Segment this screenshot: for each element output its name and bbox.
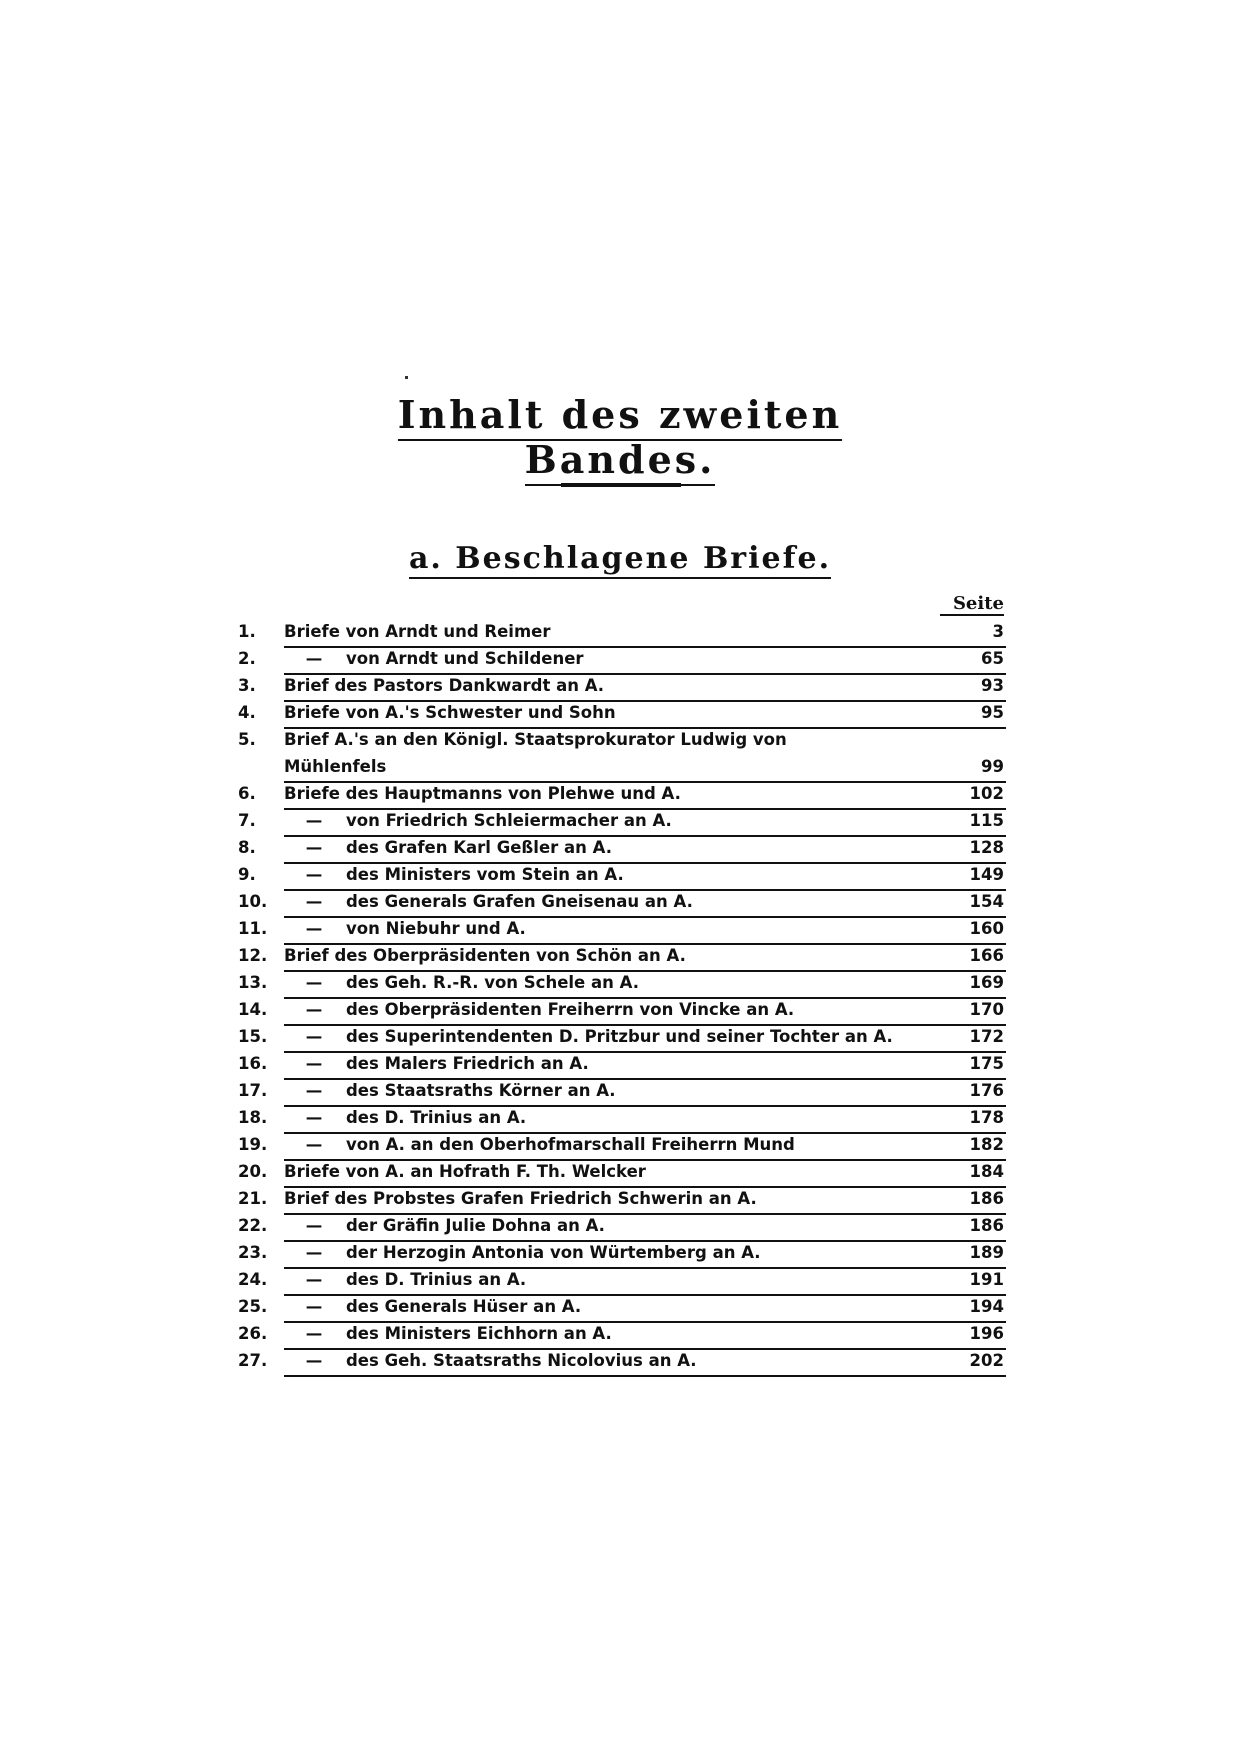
- toc-entry-number: 3.: [238, 676, 256, 695]
- toc-entry-page: 189: [969, 1243, 1004, 1262]
- toc-entry-page: 95: [981, 703, 1004, 722]
- toc-entry-line: [284, 1348, 1006, 1377]
- toc-entry-page: 3: [992, 622, 1004, 641]
- toc-entry-line: [284, 1105, 1006, 1134]
- ditto-dash: —: [305, 1135, 323, 1154]
- toc-entry-number: 14.: [238, 1000, 268, 1019]
- ditto-dash: —: [305, 649, 323, 668]
- toc-entry-text: des Superintendenten D. Pritzbur und seiner Tochter an A.: [346, 1027, 893, 1046]
- toc-entry: [238, 1321, 1006, 1348]
- toc-entry: [238, 1294, 1006, 1321]
- toc-entry-title: [284, 1054, 1006, 1073]
- toc-entry-page: 166: [969, 946, 1004, 965]
- toc-entry-page: 186: [969, 1216, 1004, 1235]
- toc-entry-title: [284, 1216, 1006, 1235]
- toc-entry-page: 186: [969, 1189, 1004, 1208]
- toc-entry-title: [284, 946, 1006, 965]
- toc-entry-number: 20.: [238, 1162, 268, 1181]
- toc-entry-line: [284, 1267, 1006, 1296]
- toc-entry-title: [284, 1270, 1006, 1289]
- toc-entry-text: der Gräfin Julie Dohna an A.: [346, 1216, 605, 1235]
- page-title: [300, 392, 940, 482]
- toc-entry-page: 99: [981, 757, 1004, 776]
- toc-entry: [238, 943, 1006, 970]
- toc-entry-line: [284, 808, 1006, 837]
- toc-entry-number: 9.: [238, 865, 256, 884]
- ditto-dash: —: [305, 1054, 323, 1073]
- toc-entry-text: des Grafen Karl Geßler an A.: [346, 838, 612, 857]
- toc-entry-number: 19.: [238, 1135, 268, 1154]
- toc-entry: [238, 1132, 1006, 1159]
- toc-entry-line: [284, 1051, 1006, 1080]
- toc-entry-title: [284, 784, 1006, 803]
- toc-entry-line: [284, 916, 1006, 945]
- toc-entry: [238, 808, 1006, 835]
- toc-entry-line: [284, 970, 1006, 999]
- toc-entry-text: des Generals Hüser an A.: [346, 1297, 582, 1316]
- ditto-dash: —: [305, 1351, 323, 1370]
- ditto-dash: —: [305, 1027, 323, 1046]
- toc-entry-text: des Ministers vom Stein an A.: [346, 865, 624, 884]
- toc-entry-title: [284, 1027, 1006, 1046]
- ditto-dash: —: [305, 1324, 323, 1343]
- toc-entry-page: 191: [969, 1270, 1004, 1289]
- toc-entry-page: 128: [969, 838, 1004, 857]
- toc-entry-page: 196: [969, 1324, 1004, 1343]
- toc-entry-page: 202: [969, 1351, 1004, 1370]
- toc-entry-page: 176: [969, 1081, 1004, 1100]
- toc-entry: [238, 619, 1006, 646]
- toc-entry-title: [284, 676, 1006, 695]
- toc-entry-text: Brief des Probstes Grafen Friedrich Schwerin an A.: [284, 1189, 757, 1208]
- toc-entry-number: 25.: [238, 1297, 268, 1316]
- toc-entry-title: [284, 838, 1006, 857]
- toc-entry-line: [284, 619, 1006, 648]
- toc-entry-number: 10.: [238, 892, 268, 911]
- ditto-dash: —: [305, 1081, 323, 1100]
- toc-entry-page: 160: [969, 919, 1004, 938]
- toc-entry-title: [284, 811, 1006, 830]
- toc-entry-text: Brief des Oberpräsidenten von Schön an A.: [284, 946, 686, 965]
- toc-entry-page: 154: [969, 892, 1004, 911]
- toc-entry: [238, 1105, 1006, 1132]
- toc-entry-page: 184: [969, 1162, 1004, 1181]
- ditto-dash: —: [305, 1270, 323, 1289]
- toc-entry-title: [284, 1000, 1006, 1019]
- toc-entry-line: [284, 1240, 1006, 1269]
- toc-entry-title: [284, 1243, 1006, 1262]
- toc-entry-page: 170: [969, 1000, 1004, 1019]
- toc-entry: [238, 1213, 1006, 1240]
- toc-entry-number: 13.: [238, 973, 268, 992]
- page-column-header: Seite: [940, 593, 1004, 616]
- toc-entry-text: des Ministers Eichhorn an A.: [346, 1324, 612, 1343]
- toc-entry: [238, 781, 1006, 808]
- toc-entry-line: [284, 889, 1006, 918]
- toc-entry-title: [284, 1108, 1006, 1127]
- ditto-dash: —: [305, 865, 323, 884]
- toc-entry-number: 22.: [238, 1216, 268, 1235]
- toc-entry-page: 175: [969, 1054, 1004, 1073]
- toc-entry-line: [284, 781, 1006, 810]
- toc-entry: [238, 1186, 1006, 1213]
- table-of-contents: [238, 619, 1006, 1375]
- toc-entry-title: [284, 865, 1006, 884]
- toc-entry-text: Brief des Pastors Dankwardt an A.: [284, 676, 605, 695]
- toc-entry-text: des D. Trinius an A.: [346, 1108, 527, 1127]
- toc-entry-text: Brief A.'s an den Königl. Staatsprokurator Ludwig von: [284, 730, 787, 749]
- toc-entry: [238, 1024, 1006, 1051]
- toc-entry: [238, 646, 1006, 673]
- toc-entry-page: 172: [969, 1027, 1004, 1046]
- toc-entry-text: des Generals Grafen Gneisenau an A.: [346, 892, 693, 911]
- toc-entry-line: [284, 1321, 1006, 1350]
- toc-entry: [238, 862, 1006, 889]
- title-rule: [561, 483, 681, 487]
- page-title-text: Inhalt des zweiten Bandes.: [398, 392, 843, 486]
- toc-entry-text: Briefe von A. an Hofrath F. Th. Welcker: [284, 1162, 646, 1181]
- toc-entry-text: von Niebuhr und A.: [346, 919, 526, 938]
- toc-entry-title: [284, 1324, 1006, 1343]
- toc-entry-line: [284, 673, 1006, 702]
- toc-entry-line: [284, 1159, 1006, 1188]
- toc-entry: [238, 1159, 1006, 1186]
- toc-entry-number: 16.: [238, 1054, 268, 1073]
- toc-entry-line: [284, 1186, 1006, 1215]
- section-heading: [300, 541, 940, 576]
- toc-entry-line: [284, 835, 1006, 864]
- toc-entry-text: Briefe von Arndt und Reimer: [284, 622, 551, 641]
- toc-entry-page: 65: [981, 649, 1004, 668]
- toc-entry-number: 11.: [238, 919, 268, 938]
- toc-entry: [238, 997, 1006, 1024]
- toc-entry-number: 6.: [238, 784, 256, 803]
- toc-entry-number: 7.: [238, 811, 256, 830]
- toc-entry-page: 178: [969, 1108, 1004, 1127]
- toc-entry-page: 115: [969, 811, 1004, 830]
- toc-entry-number: 26.: [238, 1324, 268, 1343]
- toc-entry: [238, 1240, 1006, 1267]
- section-heading-text: a. Beschlagene Briefe.: [409, 541, 831, 579]
- toc-entry-title: [284, 703, 1006, 722]
- toc-entry-title: [284, 973, 1006, 992]
- toc-entry-number: 27.: [238, 1351, 268, 1370]
- toc-entry-page: 93: [981, 676, 1004, 695]
- toc-entry-number: 2.: [238, 649, 256, 668]
- ink-dot: [405, 376, 408, 379]
- toc-entry-line: [284, 862, 1006, 891]
- toc-entry-number: 12.: [238, 946, 268, 965]
- toc-entry-number: 24.: [238, 1270, 268, 1289]
- toc-entry-page: 102: [969, 784, 1004, 803]
- toc-entry: [238, 1051, 1006, 1078]
- toc-entry: [238, 1078, 1006, 1105]
- toc-entry-text: des Staatsraths Körner an A.: [346, 1081, 616, 1100]
- toc-entry-line: [284, 646, 1006, 675]
- ditto-dash: —: [305, 1216, 323, 1235]
- toc-entry-title: [284, 622, 1006, 641]
- toc-entry: [238, 727, 1006, 781]
- toc-entry-number: 1.: [238, 622, 256, 641]
- toc-entry-number: 21.: [238, 1189, 268, 1208]
- toc-entry-text: des Geh. R.-R. von Schele an A.: [346, 973, 639, 992]
- toc-entry-text: Briefe des Hauptmanns von Plehwe und A.: [284, 784, 681, 803]
- toc-entry-title: [284, 1162, 1006, 1181]
- toc-entry-number: 18.: [238, 1108, 268, 1127]
- toc-entry-number: 8.: [238, 838, 256, 857]
- toc-entry-number: 15.: [238, 1027, 268, 1046]
- ditto-dash: —: [305, 973, 323, 992]
- toc-entry-text: der Herzogin Antonia von Würtemberg an A.: [346, 1243, 761, 1262]
- toc-entry-number: 4.: [238, 703, 256, 722]
- toc-entry-number: 17.: [238, 1081, 268, 1100]
- toc-entry-line: [284, 727, 1006, 783]
- ditto-dash: —: [305, 1297, 323, 1316]
- toc-entry-title: [284, 919, 1006, 938]
- ditto-dash: —: [305, 1243, 323, 1262]
- toc-entry-text-continued: Mühlenfels: [284, 757, 387, 776]
- toc-entry-page: 182: [969, 1135, 1004, 1154]
- toc-entry-title: [284, 1297, 1006, 1316]
- toc-entry: [238, 700, 1006, 727]
- toc-entry-text: Briefe von A.'s Schwester und Sohn: [284, 703, 616, 722]
- toc-entry-title: [284, 1081, 1006, 1100]
- toc-entry-number: 23.: [238, 1243, 268, 1262]
- toc-entry-title: [284, 1189, 1006, 1208]
- ditto-dash: —: [305, 892, 323, 911]
- toc-entry: [238, 916, 1006, 943]
- toc-entry: [238, 835, 1006, 862]
- toc-entry: [238, 1267, 1006, 1294]
- toc-entry-line: [284, 700, 1006, 729]
- toc-entry-line: [284, 1294, 1006, 1323]
- toc-entry-text: des Malers Friedrich an A.: [346, 1054, 589, 1073]
- toc-entry-text: des Oberpräsidenten Freiherrn von Vincke an A.: [346, 1000, 795, 1019]
- toc-entry-text: des D. Trinius an A.: [346, 1270, 527, 1289]
- toc-entry-text: von Friedrich Schleiermacher an A.: [346, 811, 672, 830]
- toc-entry: [238, 970, 1006, 997]
- toc-entry: [238, 1348, 1006, 1375]
- ditto-dash: —: [305, 838, 323, 857]
- toc-entry-line: [284, 1132, 1006, 1161]
- ditto-dash: —: [305, 1000, 323, 1019]
- toc-entry-text: des Geh. Staatsraths Nicolovius an A.: [346, 1351, 697, 1370]
- toc-entry-text: von A. an den Oberhofmarschall Freiherrn Mund: [346, 1135, 795, 1154]
- toc-entry-line: [284, 1078, 1006, 1107]
- toc-entry-line: [284, 997, 1006, 1026]
- toc-entry-line: [284, 943, 1006, 972]
- toc-entry-text: von Arndt und Schildener: [346, 649, 584, 668]
- toc-entry: [238, 673, 1006, 700]
- toc-entry-title: [284, 730, 1006, 749]
- toc-entry-page: 169: [969, 973, 1004, 992]
- toc-entry: [238, 889, 1006, 916]
- ditto-dash: —: [305, 919, 323, 938]
- toc-entry-title: [284, 892, 1006, 911]
- ditto-dash: —: [305, 811, 323, 830]
- toc-entry-title: [284, 1351, 1006, 1370]
- toc-entry-line: [284, 1024, 1006, 1053]
- toc-entry-line: [284, 1213, 1006, 1242]
- toc-entry-title: [284, 649, 1006, 668]
- ditto-dash: —: [305, 1108, 323, 1127]
- toc-entry-title: [284, 1135, 1006, 1154]
- toc-entry-page: 149: [969, 865, 1004, 884]
- toc-entry-number: 5.: [238, 730, 256, 749]
- toc-entry-page: 194: [969, 1297, 1004, 1316]
